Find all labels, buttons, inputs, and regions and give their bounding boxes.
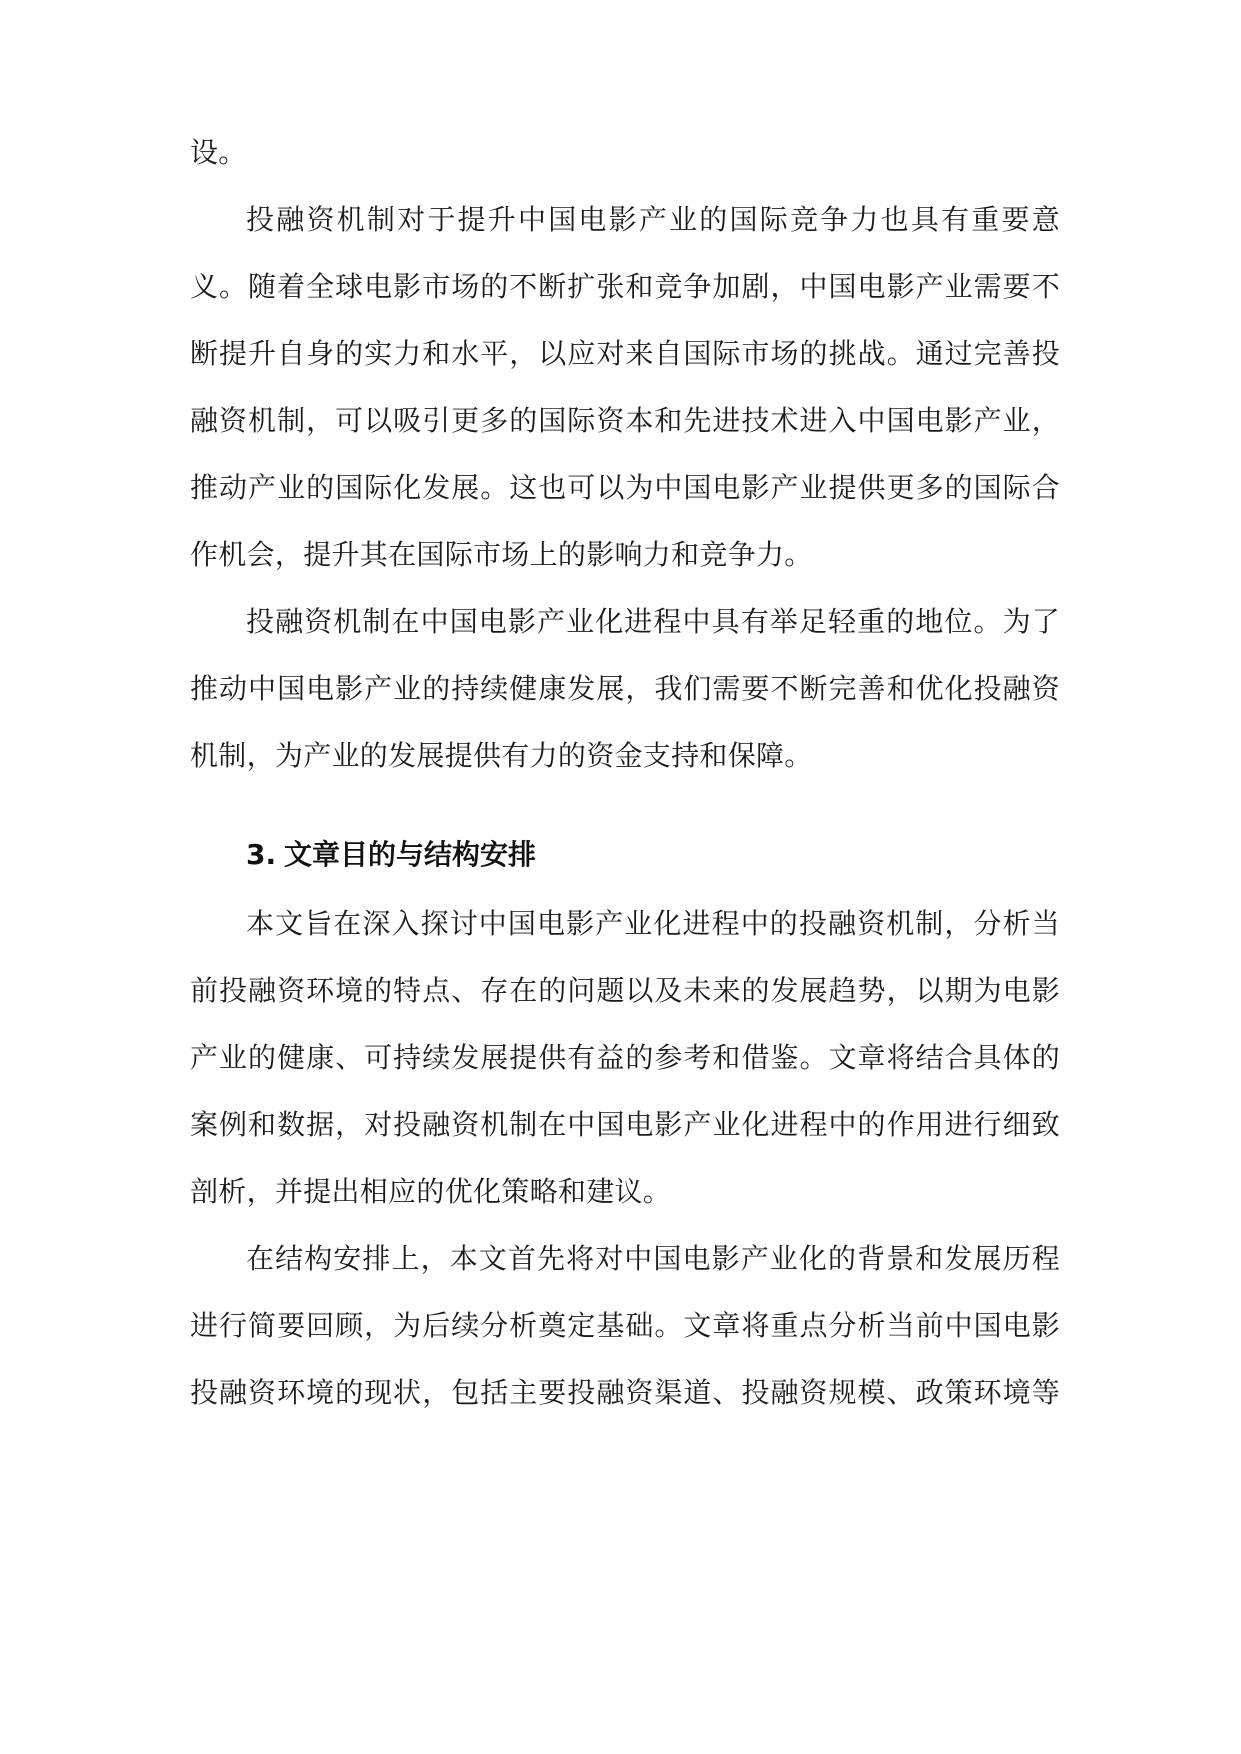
paragraph-line: 前投融资环境的特点、存在的问题以及未来的发展趋势，以期为电影 [190, 974, 1060, 1007]
paragraph-line: 产业的健康、可持续发展提供有益的参考和借鉴。文章将结合具体的 [190, 1041, 1060, 1074]
paragraph-line: 进行简要回顾，为后续分析奠定基础。文章将重点分析当前中国电影 [190, 1309, 1060, 1342]
paragraph-line: 推动产业的国际化发展。这也可以为中国电影产业提供更多的国际合 [190, 471, 1060, 504]
section-heading [246, 835, 536, 875]
paragraph-line: 本文旨在深入探讨中国电影产业化进程中的投融资机制，分析当 [246, 907, 1060, 940]
paragraph-line: 义。随着全球电影市场的不断扩张和竞争加剧，中国电影产业需要不 [190, 270, 1060, 303]
paragraph-line: 融资机制，可以吸引更多的国际资本和先进技术进入中国电影产业， [190, 404, 1060, 437]
section-title: 文章目的与结构安排 [284, 838, 537, 871]
paragraph-line: 推动中国电影产业的持续健康发展，我们需要不断完善和优化投融资 [190, 672, 1060, 705]
paragraph-line: 案例和数据，对投融资机制在中国电影产业化进程中的作用进行细致 [190, 1108, 1060, 1141]
paragraph-line: 投融资机制对于提升中国电影产业的国际竞争力也具有重要意 [246, 203, 1060, 236]
paragraph-line: 在结构安排上，本文首先将对中国电影产业化的背景和发展历程 [246, 1242, 1060, 1275]
section-number: 3. [246, 838, 277, 871]
paragraph-line: 投融资环境的现状，包括主要投融资渠道、投融资规模、政策环境等 [190, 1376, 1060, 1409]
paragraph-line: 作机会，提升其在国际市场上的影响力和竞争力。 [190, 538, 813, 571]
paragraph-line: 机制，为产业的发展提供有力的资金支持和保障。 [190, 739, 813, 772]
paragraph-line: 剖析，并提出相应的优化策略和建议。 [190, 1175, 672, 1208]
paragraph-line: 断提升自身的实力和水平，以应对来自国际市场的挑战。通过完善投 [190, 337, 1060, 370]
paragraph-line: 设。 [190, 136, 247, 169]
paragraph-line: 投融资机制在中国电影产业化进程中具有举足轻重的地位。为了 [246, 605, 1060, 638]
